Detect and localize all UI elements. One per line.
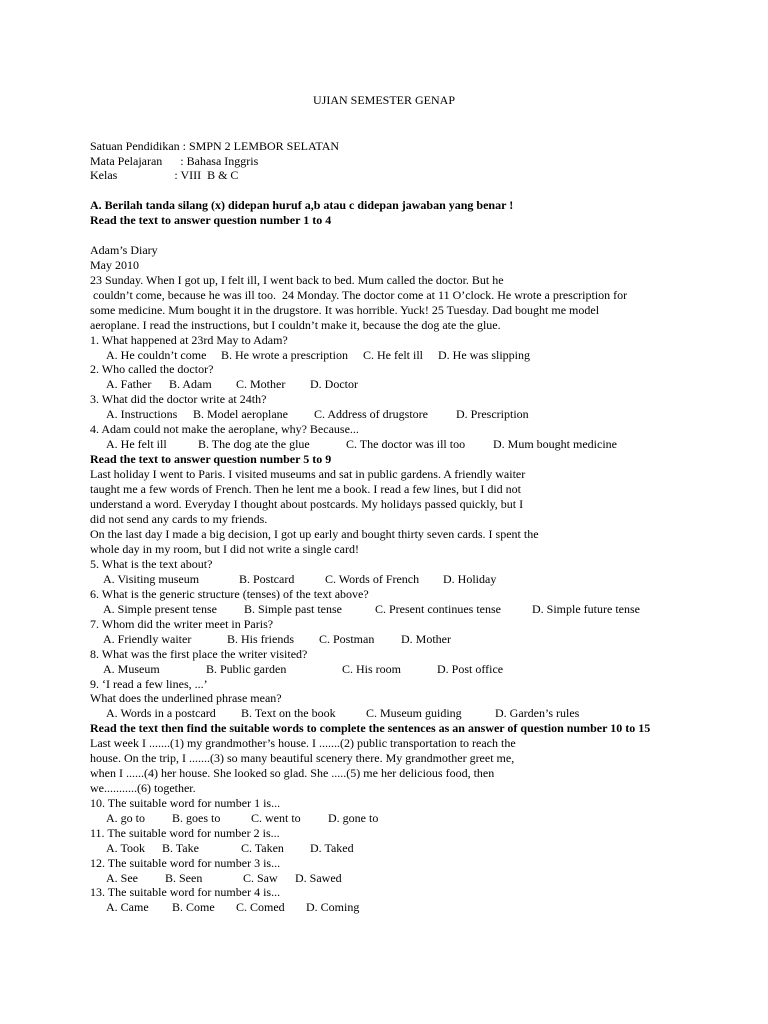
option: D. gone to — [328, 811, 379, 825]
option: A. He felt ill — [106, 437, 167, 451]
passage-line: May 2010 — [90, 258, 139, 272]
section-heading-1: Read the text to answer question number 1 to 4 — [90, 213, 332, 227]
option: D. Holiday — [443, 572, 497, 586]
option: B. Text on the book — [241, 706, 336, 720]
question-12: 12. The suitable word for number 3 is... — [90, 856, 281, 870]
passage-line: Last holiday I went to Paris. I visited museums and sat in public gardens. A friendly waiter — [90, 467, 526, 481]
option: A. Visiting museum — [103, 572, 200, 586]
option: A. Took — [106, 841, 145, 855]
option: C. Postman — [319, 632, 375, 646]
option: D. Doctor — [310, 377, 358, 391]
question-4: 4. Adam could not make the aeroplane, why? Because... — [90, 422, 359, 436]
option: B. Come — [172, 900, 215, 914]
option: C. His room — [342, 662, 402, 676]
option: B. Model aeroplane — [193, 407, 288, 421]
option: A. Museum — [103, 662, 160, 676]
passage-line: understand a word. Everyday I thought about postcards. My holidays passed quickly, but I — [90, 497, 524, 511]
question-11: 11. The suitable word for number 2 is... — [90, 826, 280, 840]
option: D. Coming — [306, 900, 360, 914]
option: C. The doctor was ill too — [346, 437, 466, 451]
question-5: 5. What is the text about? — [90, 557, 213, 571]
option: B. goes to — [172, 811, 221, 825]
option: B. Public garden — [206, 662, 287, 676]
option: D. Sawed — [295, 871, 342, 885]
question-6: 6. What is the generic structure (tenses) of the text above? — [90, 587, 369, 601]
question-10: 10. The suitable word for number 1 is... — [90, 796, 281, 810]
option: D. Mum bought medicine — [493, 437, 617, 451]
passage-line: did not send any cards to my friends. — [90, 512, 268, 526]
option: C. Present continues tense — [375, 602, 501, 616]
option: B. He wrote a prescription — [221, 348, 348, 362]
question-9: 9. ‘I read a few lines, ...’ — [90, 677, 208, 691]
section-heading-3: Read the text then find the suitable words to complete the sentences as an answer of question number 10 to 15 — [90, 721, 651, 735]
option: B. Simple past tense — [244, 602, 342, 616]
option: C. Museum guiding — [366, 706, 462, 720]
option: D. Post office — [437, 662, 504, 676]
option: C. Taken — [241, 841, 284, 855]
option: A. Words in a postcard — [106, 706, 216, 720]
passage-line: we...........(6) together. — [90, 781, 196, 795]
option: C. went to — [251, 811, 301, 825]
option: A. Came — [106, 900, 149, 914]
header-class: Kelas : VIII B & C — [90, 168, 239, 182]
option: A. Instructions — [106, 407, 178, 421]
option: C. Saw — [243, 871, 278, 885]
option: A. Father — [106, 377, 152, 391]
option: D. He was slipping — [438, 348, 530, 362]
option: A. go to — [106, 811, 145, 825]
passage-line: when I ......(4) her house. She looked so glad. She .....(5) me her delicious food, then — [90, 766, 495, 780]
question-1: 1. What happened at 23rd May to Adam? — [90, 333, 288, 347]
question-13: 13. The suitable word for number 4 is... — [90, 885, 281, 899]
passage-line: house. On the trip, I .......(3) so many beautiful scenery there. My grandmother greet me, — [90, 751, 515, 765]
option: C. Mother — [236, 377, 286, 391]
option: A. He couldn’t come — [106, 348, 207, 362]
option: B. Take — [162, 841, 199, 855]
option: A. Simple present tense — [103, 602, 217, 616]
option: D. Garden’s rules — [495, 706, 580, 720]
question-8: 8. What was the first place the writer visited? — [90, 647, 308, 661]
header-school: Satuan Pendidikan : SMPN 2 LEMBOR SELATAN — [90, 139, 340, 153]
option: B. Seen — [165, 871, 203, 885]
question-9-prompt: What does the underlined phrase mean? — [90, 691, 282, 705]
question-2: 2. Who called the doctor? — [90, 362, 214, 376]
option: C. Address of drugstore — [314, 407, 428, 421]
option: A. See — [106, 871, 138, 885]
passage-line: couldn’t come, because he was ill too. 24 Monday. The doctor come at 11 O’clock. He wrote a prescription for — [90, 288, 628, 302]
instruction: A. Berilah tanda silang (x) didepan huruf a,b atau c didepan jawaban yang benar ! — [90, 198, 514, 212]
option: C. Comed — [236, 900, 285, 914]
question-3: 3. What did the doctor write at 24th? — [90, 392, 267, 406]
option: D. Prescription — [456, 407, 529, 421]
passage-line: some medicine. Mum bought it in the drugstore. It was horrible. Yuck! 25 Tuesday. Dad bought me model — [90, 303, 600, 317]
option: B. Adam — [169, 377, 212, 391]
option: B. His friends — [227, 632, 294, 646]
option: D. Mother — [401, 632, 451, 646]
option: D. Simple future tense — [532, 602, 640, 616]
passage-line: Last week I .......(1) my grandmother’s house. I .......(2) public transportation to reach the — [90, 736, 516, 750]
option: B. The dog ate the glue — [198, 437, 310, 451]
passage-line: 23 Sunday. When I got up, I felt ill, I went back to bed. Mum called the doctor. But he — [90, 273, 504, 287]
passage-line: Adam’s Diary — [90, 243, 158, 257]
option: B. Postcard — [239, 572, 295, 586]
question-7: 7. Whom did the writer meet in Paris? — [90, 617, 274, 631]
header-subject: Mata Pelajaran : Bahasa Inggris — [90, 154, 259, 168]
passage-line: aeroplane. I read the instructions, but I couldn’t make it, because the dog ate the glue. — [90, 318, 501, 332]
passage-line: On the last day I made a big decision, I got up early and bought thirty seven cards. I spent the — [90, 527, 539, 541]
option: D. Taked — [310, 841, 354, 855]
option: C. He felt ill — [363, 348, 423, 362]
option: A. Friendly waiter — [103, 632, 192, 646]
option: C. Words of French — [325, 572, 420, 586]
options-13 — [106, 900, 360, 990]
passage-line: whole day in my room, but I did not write a single card! — [90, 542, 359, 556]
section-heading-2: Read the text to answer question number 5 to 9 — [90, 452, 332, 466]
passage-line: taught me a few words of French. Then he lent me a book. I read a few lines, but I did not — [90, 482, 521, 496]
page-title: UJIAN SEMESTER GENAP — [312, 93, 455, 107]
